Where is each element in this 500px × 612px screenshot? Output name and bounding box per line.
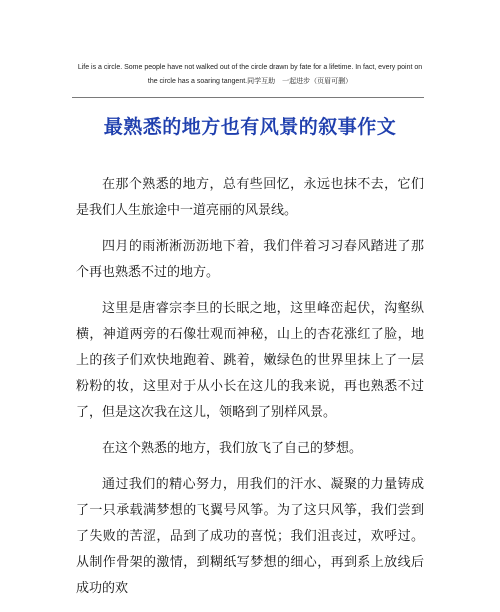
paragraph-2: 四月的雨淅淅沥沥地下着，我们伴着习习春风踏进了那个再也熟悉不过的地方。 <box>76 239 424 280</box>
page-header-note <box>70 61 430 89</box>
paragraph-1: 在那个熟悉的地方，总有些回忆，永远也抹不去，它们是我们人生旅途中一道亮丽的风景线。 <box>76 177 424 218</box>
document-title: 最熟悉的地方也有风景的叙事作文 <box>103 116 397 138</box>
header-note-line-1: Life is a circle. Some people have not walked out of the circle drawn by fate for a lifetime. In fact, every point on <box>77 64 423 71</box>
paragraph-5: 通过我们的精心努力，用我们的汗水、凝聚的力量铸成了一只承载满梦想的飞翼号风筝。为了这只风筝，我们尝到了失败的苦涩，品到了成功的喜悦；我们沮丧过，欢呼过。从制作骨架的激情，到糊纸写梦想的细心，再到系上放线后成功的欢 <box>76 477 424 596</box>
header-note-line-2: the circle has a soaring tangent.同学互助 一起进步（页眉可删） <box>147 78 353 85</box>
paragraph-3: 这里是唐睿宗李旦的长眠之地，这里峰峦起伏，沟壑纵横，神道两旁的石像壮观而神秘，山上的杏花涨红了脸，地上的孩子们欢快地跑着、跳着，嫩绿色的世界里抹上了一层粉粉的妆，这里对于从小长在这儿的我来说，再也熟悉不过了，但是这次我在这儿，领略到了别样风景。 <box>76 301 424 420</box>
header-divider <box>72 97 424 98</box>
document-body <box>76 172 424 612</box>
paragraph-4: 在这个熟悉的地方，我们放飞了自己的梦想。 <box>102 441 363 456</box>
